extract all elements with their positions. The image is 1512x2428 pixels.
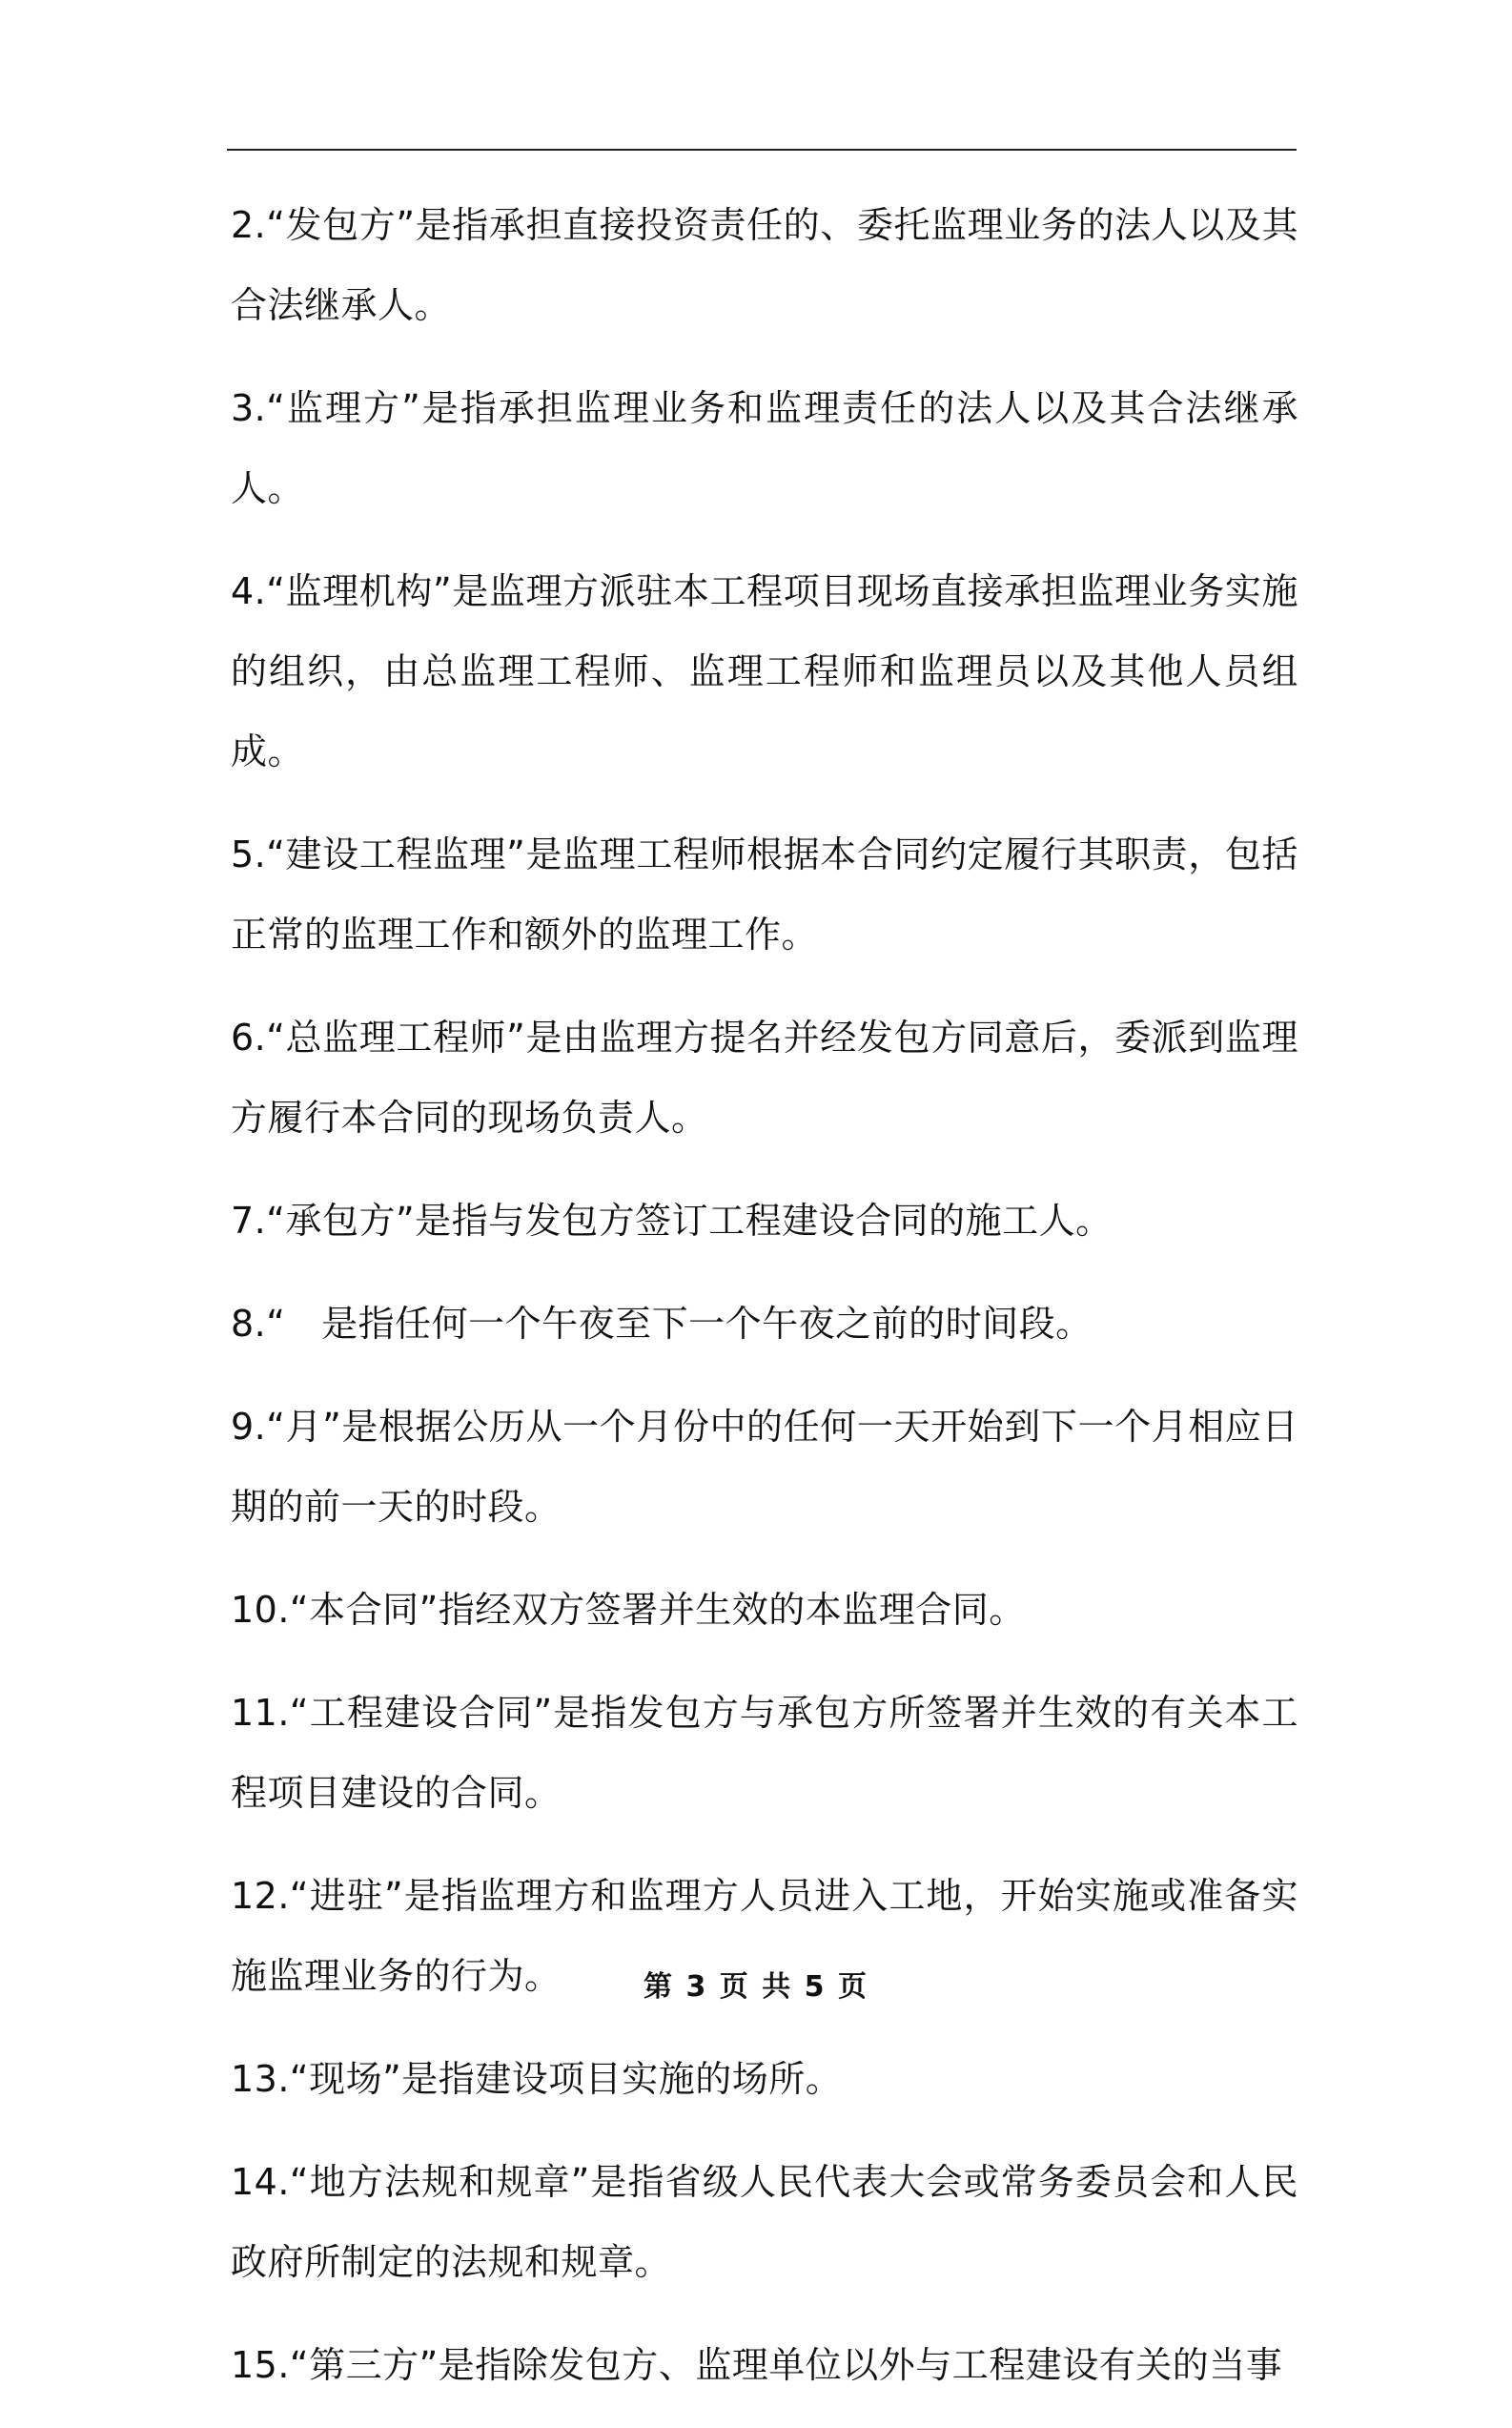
paragraph-item: 15.“第三方”是指除发包方、监理单位以外与工程建设有关的当事 xyxy=(231,2344,1283,2386)
paragraph-item: 3.“监理方”是指承担监理业务和监理责任的法人以及其合法继承人。 xyxy=(231,387,1298,509)
header-rule xyxy=(227,149,1297,151)
paragraph-item: 5.“建设工程监理”是监理工程师根据本合同约定履行其职责，包括正常的监理工作和额外的监理工作。 xyxy=(231,833,1298,956)
paragraph-item: 12.“进驻”是指监理方和监理方人员进入工地，开始实施或准备实施监理业务的行为。 xyxy=(231,1875,1298,1997)
paragraph-item: 10.“本合同”指经双方签署并生效的本监理合同。 xyxy=(231,1589,1026,1631)
paragraph-item: 9.“月”是根据公历从一个月份中的任何一天开始到下一个月相应日期的前一天的时段。 xyxy=(231,1406,1298,1528)
paragraph-item: 2.“发包方”是指承担直接投资责任的、委托监理业务的法人以及其合法继承人。 xyxy=(231,204,1298,326)
paragraph-item: 14.“地方法规和规章”是指省级人民代表大会或常务委员会和人民政府所制定的法规和规章。 xyxy=(231,2161,1298,2283)
paragraph-item: 4.“监理机构”是监理方派驻本工程项目现场直接承担监理业务实施的组织，由总监理工程师、监理工程师和监理员以及其他人员组成。 xyxy=(231,570,1298,772)
page-number-footer: 第 3 页 共 5 页 xyxy=(644,1970,868,2004)
paragraph-item: 7.“承包方”是指与发包方签订工程建设合同的施工人。 xyxy=(231,1200,1113,1242)
document-body xyxy=(231,185,1298,2428)
paragraph-item: 13.“现场”是指建设项目实施的场所。 xyxy=(231,2058,843,2100)
paragraph-item: 11.“工程建设合同”是指发包方与承包方所签署并生效的有关本工程项目建设的合同。 xyxy=(231,1692,1298,1814)
paragraph-item: 8.“ 是指任何一个午夜至下一个午夜之前的时间段。 xyxy=(231,1303,1093,1345)
paragraph-item: 6.“总监理工程师”是由监理方提名并经发包方同意后，委派到监理方履行本合同的现场负责人。 xyxy=(231,1017,1298,1139)
